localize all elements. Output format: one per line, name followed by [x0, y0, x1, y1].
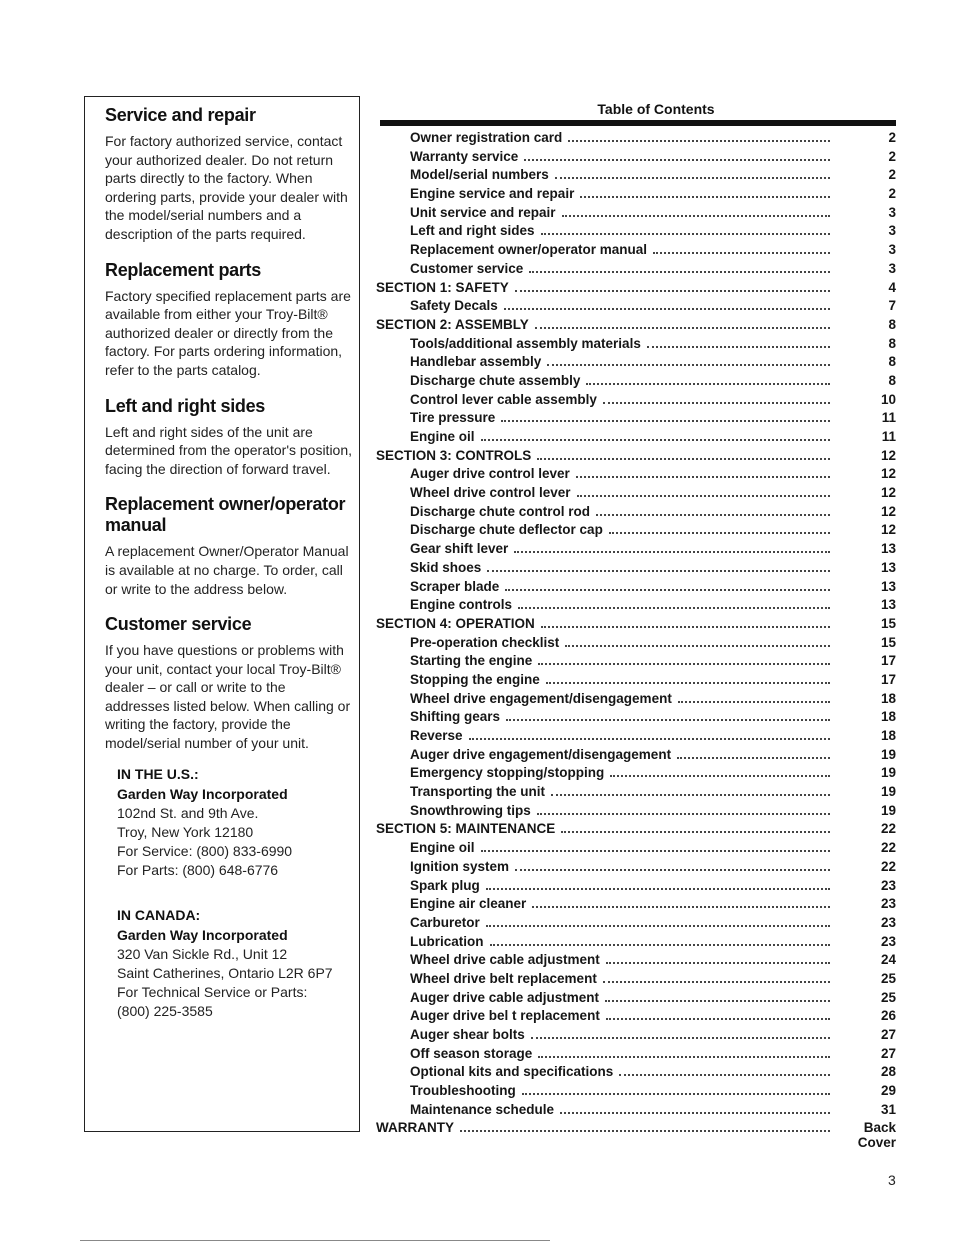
toc-entry-page: 25 — [880, 970, 896, 986]
toc-entry — [366, 1062, 906, 1081]
toc-entry — [366, 782, 906, 801]
toc-entry-page: 4 — [888, 279, 896, 295]
toc-entry — [366, 558, 906, 577]
service-repair-section — [105, 105, 353, 244]
toc-entry — [366, 801, 906, 820]
toc-entry-label: Auger drive control lever — [410, 466, 570, 482]
us-label: IN THE U.S.: — [117, 765, 199, 782]
toc-leader-dots — [577, 483, 830, 497]
toc-entry — [366, 483, 906, 502]
toc-entry-label: Engine oil — [410, 429, 475, 444]
toc-entry — [366, 128, 906, 147]
toc-leader-dots — [486, 913, 830, 927]
toc-leader-dots — [580, 184, 830, 198]
toc-entry — [366, 745, 906, 764]
toc-entry — [366, 427, 906, 446]
toc-section-entry — [366, 446, 906, 465]
canada-street: 320 Van Sickle Rd., Unit 12 — [117, 945, 288, 962]
toc-entry-page: 23 — [880, 914, 896, 930]
toc-leader-dots — [538, 1044, 830, 1058]
toc-entry — [366, 950, 906, 969]
left-right-section — [105, 396, 353, 479]
toc-entry-page: 19 — [880, 765, 896, 781]
toc-leader-dots — [606, 1006, 830, 1020]
manual-text: A replacement Owner/Operator Manual is available at no charge. To order, call or write to the address below. — [105, 543, 349, 597]
toc-entry — [366, 520, 906, 539]
toc-entry — [366, 352, 906, 371]
toc-leader-dots — [541, 614, 830, 628]
toc-leader-dots — [515, 857, 830, 871]
toc-entry-page: 8 — [888, 335, 896, 351]
left-right-text: Left and right sides of the unit are determined from the operator's position, facing the direction of forward travel. — [105, 423, 353, 477]
toc-entry-page: 12 — [880, 466, 896, 482]
page-number: 3 — [888, 1172, 896, 1188]
toc-entry — [366, 707, 906, 726]
toc-entry-label: Stopping the engine — [410, 671, 540, 687]
toc-entry — [366, 221, 906, 240]
toc-entry-page: 19 — [880, 746, 896, 762]
service-repair-heading: Service and repair — [105, 105, 256, 125]
toc-entry — [366, 408, 906, 427]
toc-leader-dots — [486, 876, 830, 890]
toc-entry-label: SECTION 1: SAFETY — [376, 279, 509, 295]
toc-leader-dots — [535, 315, 830, 329]
us-company: Garden Way Incorporated — [117, 785, 288, 802]
toc-leader-dots — [529, 259, 830, 273]
toc-leader-dots — [481, 427, 830, 441]
toc-entry-label: Owner registration card — [410, 130, 563, 145]
toc-entry-label: Maintenance schedule — [410, 1101, 555, 1117]
toc-leader-dots — [501, 408, 830, 422]
toc-section-entry — [366, 278, 906, 297]
toc-entry-page: 23 — [880, 933, 896, 949]
toc-entry — [366, 932, 906, 951]
info-sidebar — [84, 96, 360, 1132]
toc-leader-dots — [532, 894, 830, 908]
toc-leader-dots — [547, 352, 830, 366]
toc-entry-page: 29 — [880, 1083, 896, 1099]
toc-entry-label: Scraper blade — [410, 578, 500, 594]
toc-entry — [366, 857, 906, 876]
bottom-rule — [80, 1240, 550, 1241]
toc-entry — [366, 670, 906, 689]
toc-entry-page: 3 — [888, 223, 896, 239]
toc-leader-dots — [562, 203, 830, 217]
toc-entry-label: Control lever cable assembly — [410, 391, 597, 407]
toc-entry-page: 18 — [880, 690, 896, 706]
toc-leader-dots — [606, 950, 830, 964]
toc-leader-dots — [487, 558, 830, 572]
toc-entry-label: Gear shift lever — [410, 541, 509, 557]
toc-entry-label: Engine air cleaner — [410, 896, 527, 912]
toc-entry-label: Wheel drive engagement/disengagement — [410, 690, 672, 706]
service-repair-text: For factory authorized service, contact your authorized dealer. Do not return parts directly to the factory. When ordering parts, provide your dealer with the model/serial numbers and a description of the parts required. — [105, 133, 348, 242]
toc-entry-label: Auger drive engagement/disengagement — [410, 746, 672, 762]
toc-leader-dots — [560, 1100, 830, 1114]
toc-entry-label: Carburetor — [410, 914, 480, 930]
toc-entry — [366, 595, 906, 614]
toc-entry-label: Reverse — [410, 728, 463, 743]
toc-entry-page: 13 — [880, 597, 896, 613]
toc-entry-label: Model/serial numbers — [410, 167, 549, 183]
toc-leader-dots — [546, 670, 830, 684]
toc-entry-page: 23 — [880, 896, 896, 912]
toc-leader-dots — [506, 707, 830, 721]
replacement-parts-heading: Replacement parts — [105, 259, 261, 280]
customer-service-heading: Customer service — [105, 614, 252, 635]
toc-entry-label: Replacement owner/operator manual — [410, 242, 648, 258]
toc-leader-dots — [515, 278, 830, 292]
toc-entry-page: 13 — [880, 578, 896, 594]
toc-leader-dots — [481, 838, 830, 852]
toc-entry-page: 27 — [880, 1027, 896, 1042]
toc-entry-label: Warranty service — [410, 148, 519, 164]
toc-section-entry — [366, 315, 906, 334]
table-of-contents — [366, 100, 906, 1151]
toc-entry-page: 22 — [880, 858, 896, 874]
toc-entry-label: Wheel drive cable adjustment — [410, 952, 600, 968]
toc-title: Table of Contents — [597, 101, 715, 117]
toc-leader-dots — [551, 782, 830, 796]
toc-entry — [366, 1044, 906, 1063]
canada-label: IN CANADA: — [117, 906, 201, 923]
toc-entry-page: 15 — [880, 634, 896, 650]
toc-leader-dots — [522, 1081, 830, 1095]
toc-entry-page: 3 — [888, 204, 896, 220]
toc-entry-page: 22 — [880, 840, 896, 856]
toc-entry-page: 31 — [880, 1101, 896, 1117]
toc-entry — [366, 633, 906, 652]
toc-entry-page: 2 — [888, 186, 896, 202]
toc-leader-dots — [605, 988, 830, 1002]
toc-entry-page: 19 — [880, 802, 896, 818]
toc-leader-dots — [561, 819, 830, 833]
toc-leader-dots — [514, 539, 830, 553]
toc-entry-label: Pre-operation checklist — [410, 634, 560, 650]
canada-service-label: For Technical Service or Parts: — [117, 983, 308, 1000]
toc-leader-dots — [524, 147, 830, 161]
toc-entry-page: 17 — [880, 671, 896, 687]
toc-entry — [366, 390, 906, 409]
toc-entry-label: Handlebar assembly — [410, 354, 542, 370]
toc-entry-page: 24 — [880, 952, 896, 968]
toc-entry — [366, 1006, 906, 1025]
toc-entry-label: Off season storage — [410, 1045, 533, 1061]
toc-entry — [366, 577, 906, 596]
canada-phone: (800) 225-3585 — [117, 1002, 213, 1019]
toc-entry — [366, 296, 906, 315]
toc-leader-dots — [541, 221, 830, 235]
toc-entry — [366, 689, 906, 708]
toc-entry-label: SECTION 2: ASSEMBLY — [376, 316, 529, 332]
toc-entry — [366, 894, 906, 913]
toc-entry-label: Ignition system — [410, 858, 510, 874]
toc-entry-page: 17 — [880, 653, 896, 669]
toc-entry-page: 13 — [880, 559, 896, 575]
toc-entry-page: 19 — [880, 784, 896, 800]
toc-entry-label: Tools/additional assembly materials — [410, 335, 641, 351]
toc-entry-label: SECTION 3: CONTROLS — [376, 447, 532, 463]
toc-leader-dots — [565, 633, 830, 647]
toc-entry-label: WARRANTY — [376, 1120, 454, 1136]
toc-entry-label: Engine oil — [410, 840, 475, 856]
toc-leader-dots — [619, 1062, 830, 1076]
toc-leader-dots — [609, 520, 830, 534]
toc-entry-page: 8 — [888, 372, 896, 388]
toc-entry-page: 12 — [880, 503, 896, 519]
toc-leader-dots — [678, 689, 830, 703]
toc-entry-page: 23 — [880, 877, 896, 893]
toc-leader-dots — [647, 334, 830, 348]
toc-entry-page: 11 — [881, 429, 896, 444]
toc-list — [366, 128, 906, 1151]
toc-entry — [366, 969, 906, 988]
toc-rule — [380, 120, 896, 126]
toc-entry — [366, 988, 906, 1007]
toc-entry-page: 7 — [888, 298, 896, 314]
toc-entry-label: Wheel drive control lever — [410, 485, 571, 501]
toc-leader-dots — [504, 296, 830, 310]
canada-city: Saint Catherines, Ontario L2R 6P7 — [117, 964, 333, 981]
toc-entry-label: Spark plug — [410, 877, 480, 893]
toc-section-entry — [366, 819, 906, 838]
toc-entry-label: Safety Decals — [410, 298, 498, 314]
toc-entry — [366, 763, 906, 782]
customer-service-section — [105, 614, 353, 1021]
toc-entry-page: 2 — [888, 167, 896, 183]
toc-leader-dots — [537, 801, 830, 815]
toc-entry-label: Optional kits and specifications — [410, 1064, 614, 1080]
toc-entry-label: Shifting gears — [410, 709, 501, 725]
toc-entry — [366, 1081, 906, 1100]
toc-entry — [366, 913, 906, 932]
toc-leader-dots — [603, 969, 830, 983]
toc-entry — [366, 371, 906, 390]
toc-entry-page: 22 — [880, 821, 896, 837]
toc-entry-label: Auger shear bolts — [410, 1027, 525, 1042]
toc-entry-page: Back Cover — [857, 1120, 896, 1151]
toc-entry-label: Starting the engine — [410, 653, 533, 669]
toc-entry-label: Tire pressure — [410, 410, 496, 426]
toc-entry — [366, 1100, 906, 1119]
toc-entry — [366, 726, 906, 745]
us-city: Troy, New York 12180 — [117, 823, 254, 840]
toc-leader-dots — [531, 1025, 830, 1039]
toc-entry — [366, 203, 906, 222]
toc-entry-label: Customer service — [410, 260, 524, 276]
toc-leader-dots — [586, 371, 830, 385]
toc-leader-dots — [469, 726, 830, 740]
toc-entry-label: Discharge chute control rod — [410, 503, 591, 519]
manual-section — [105, 494, 353, 598]
toc-entry — [366, 259, 906, 278]
toc-leader-dots — [537, 446, 830, 460]
toc-leader-dots — [490, 932, 831, 946]
toc-entry — [366, 876, 906, 895]
toc-entry — [366, 165, 906, 184]
toc-entry-page: 18 — [880, 709, 896, 725]
toc-entry-label: Discharge chute deflector cap — [410, 522, 603, 538]
toc-entry-label: Discharge chute assembly — [410, 372, 581, 388]
toc-entry-label: Engine controls — [410, 597, 513, 613]
replacement-parts-section — [105, 260, 353, 380]
toc-entry-label: Skid shoes — [410, 559, 482, 575]
toc-leader-dots — [538, 651, 830, 665]
toc-entry-page: 15 — [880, 615, 896, 631]
toc-entry-label: Auger drive bel t replacement — [410, 1008, 600, 1024]
toc-entry-label: Wheel drive belt replacement — [410, 970, 597, 986]
toc-entry — [366, 240, 906, 259]
toc-leader-dots — [460, 1118, 830, 1132]
toc-entry-page: 18 — [880, 728, 896, 743]
manual-heading: Replacement owner/operator manual — [105, 494, 346, 536]
toc-entry-page: 2 — [888, 130, 896, 145]
toc-entry-label: SECTION 5: MAINTENANCE — [376, 821, 556, 837]
toc-leader-dots — [555, 165, 830, 179]
toc-entry-page: 13 — [880, 541, 896, 557]
toc-section-entry — [366, 1118, 906, 1151]
toc-entry-label: SECTION 4: OPERATION — [376, 615, 535, 631]
us-service-phone: For Service: (800) 833-6990 — [117, 842, 293, 859]
toc-entry — [366, 147, 906, 166]
us-address — [117, 765, 353, 880]
toc-entry-page: 12 — [880, 485, 896, 501]
toc-entry-page: 10 — [880, 391, 896, 407]
toc-leader-dots — [576, 464, 830, 478]
left-right-heading: Left and right sides — [105, 395, 266, 416]
toc-section-entry — [366, 614, 906, 633]
toc-entry — [366, 464, 906, 483]
toc-entry-label: Auger drive cable adjustment — [410, 989, 600, 1005]
toc-entry-label: Unit service and repair — [410, 204, 556, 220]
toc-entry-page: 3 — [888, 260, 896, 276]
toc-entry-page: 12 — [880, 447, 896, 463]
toc-leader-dots — [518, 595, 830, 609]
toc-entry-label: Troubleshooting — [410, 1083, 516, 1099]
toc-entry-page: 27 — [880, 1045, 896, 1061]
toc-entry-page: 25 — [880, 989, 896, 1005]
replacement-parts-text: Factory specified replacement parts are available from either your Troy-Bilt® authorized dealer or directly from the factory. For parts ordering information, refer to the parts catalog. — [105, 287, 351, 378]
toc-leader-dots — [677, 745, 830, 759]
toc-entry — [366, 502, 906, 521]
toc-leader-dots — [610, 763, 830, 777]
toc-entry-label: Lubrication — [410, 933, 484, 949]
toc-entry — [366, 334, 906, 353]
toc-leader-dots — [603, 390, 830, 404]
us-parts-phone: For Parts: (800) 648-6776 — [117, 861, 279, 878]
customer-service-text: If you have questions or problems with your unit, contact your local Troy-Bilt® dealer – or call or write to the addresses listed below. When calling or writing the factory, provide the model/serial number of your unit. — [105, 642, 351, 752]
toc-entry — [366, 539, 906, 558]
toc-entry-label: Engine service and repair — [410, 186, 575, 202]
toc-entry-page: 8 — [888, 316, 896, 332]
toc-leader-dots — [653, 240, 830, 254]
toc-entry-page: 11 — [881, 410, 896, 426]
canada-company: Garden Way Incorporated — [117, 926, 288, 943]
toc-entry-page: 2 — [888, 148, 896, 164]
toc-leader-dots — [505, 577, 830, 591]
toc-entry-page: 8 — [888, 354, 896, 370]
toc-entry-label: Snowthrowing tips — [410, 802, 531, 818]
toc-entry — [366, 184, 906, 203]
toc-entry-label: Transporting the unit — [410, 784, 545, 800]
toc-entry-label: Left and right sides — [410, 223, 535, 239]
toc-entry — [366, 1025, 906, 1044]
toc-entry-label: Emergency stopping/stopping — [410, 765, 605, 781]
toc-leader-dots — [596, 502, 830, 516]
toc-entry-page: 12 — [880, 522, 896, 538]
toc-entry-page: 28 — [880, 1064, 896, 1080]
toc-leader-dots — [568, 128, 830, 142]
toc-entry — [366, 838, 906, 857]
canada-address — [117, 906, 353, 1021]
toc-entry — [366, 651, 906, 670]
toc-entry-page: 3 — [888, 242, 896, 258]
us-street: 102nd St. and 9th Ave. — [117, 804, 259, 821]
toc-entry-page: 26 — [880, 1008, 896, 1024]
